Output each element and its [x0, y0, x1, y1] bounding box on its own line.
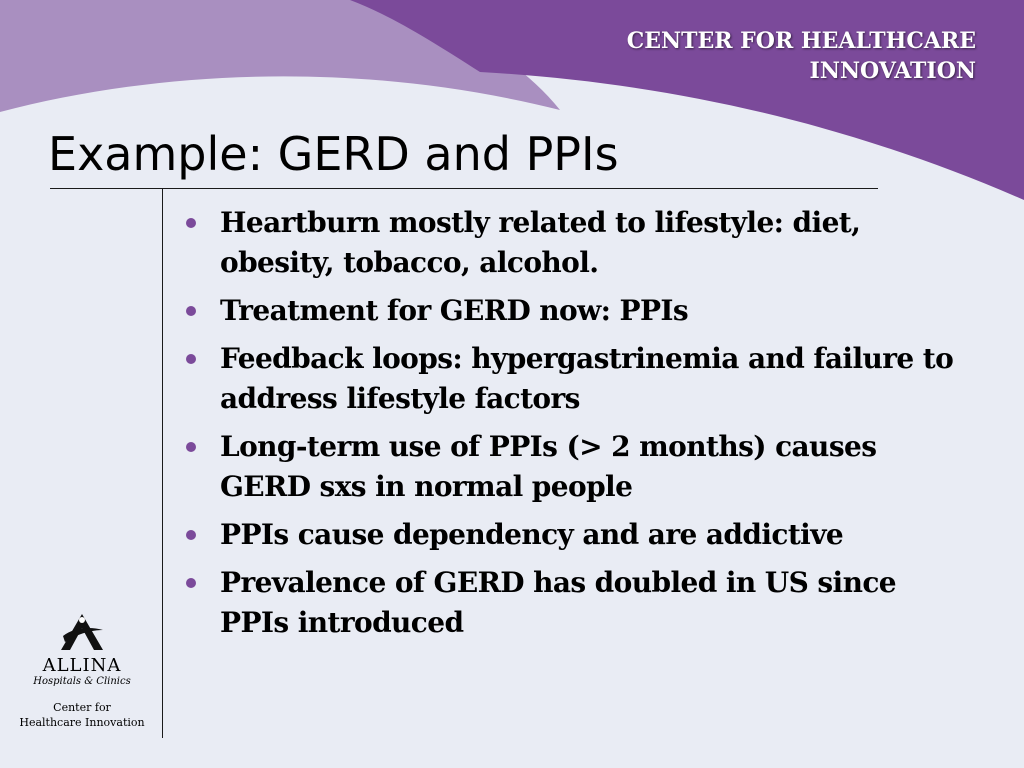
- bullet-item: [184, 203, 964, 283]
- bullet-dot-icon: [186, 442, 196, 452]
- bullet-text: Heartburn mostly related to lifestyle: diet, obesity, tobacco, alcohol.: [220, 206, 861, 279]
- bullet-dot-icon: [186, 578, 196, 588]
- bullet-dot-icon: [186, 530, 196, 540]
- bullet-item: [184, 291, 964, 331]
- organization-header: [627, 26, 976, 86]
- allina-logo: [18, 612, 146, 730]
- logo-center-text: [18, 700, 146, 730]
- logo-subtitle: Hospitals & Clinics: [33, 676, 131, 687]
- bullet-item: [184, 427, 964, 507]
- bullet-dot-icon: [186, 306, 196, 316]
- bullet-list: [184, 203, 964, 651]
- allina-a-logo-icon: [59, 612, 105, 652]
- bullet-text: Feedback loops: hypergastrinemia and failure to address lifestyle factors: [220, 342, 954, 415]
- bullet-text: PPIs cause dependency and are addictive: [220, 518, 844, 551]
- header-line-2: INNOVATION: [809, 58, 976, 84]
- bullet-item: [184, 515, 964, 555]
- vertical-divider: [162, 188, 163, 738]
- bullet-item: [184, 563, 964, 643]
- bullet-dot-icon: [186, 354, 196, 364]
- logo-center-line-2: Healthcare Innovation: [19, 716, 145, 729]
- bullet-text: Prevalence of GERD has doubled in US since PPIs introduced: [220, 566, 897, 639]
- bullet-dot-icon: [186, 218, 196, 228]
- logo-center-line-1: Center for: [53, 701, 111, 714]
- title-divider: [50, 188, 878, 189]
- bullet-text: Long-term use of PPIs (> 2 months) causes GERD sxs in normal people: [220, 430, 877, 503]
- slide-title: Example: GERD and PPIs: [48, 127, 619, 181]
- logo-name: ALLINA: [42, 655, 122, 676]
- bullet-text: Treatment for GERD now: PPIs: [220, 294, 689, 327]
- header-line-1: CENTER FOR HEALTHCARE: [626, 28, 976, 54]
- bullet-item: [184, 339, 964, 419]
